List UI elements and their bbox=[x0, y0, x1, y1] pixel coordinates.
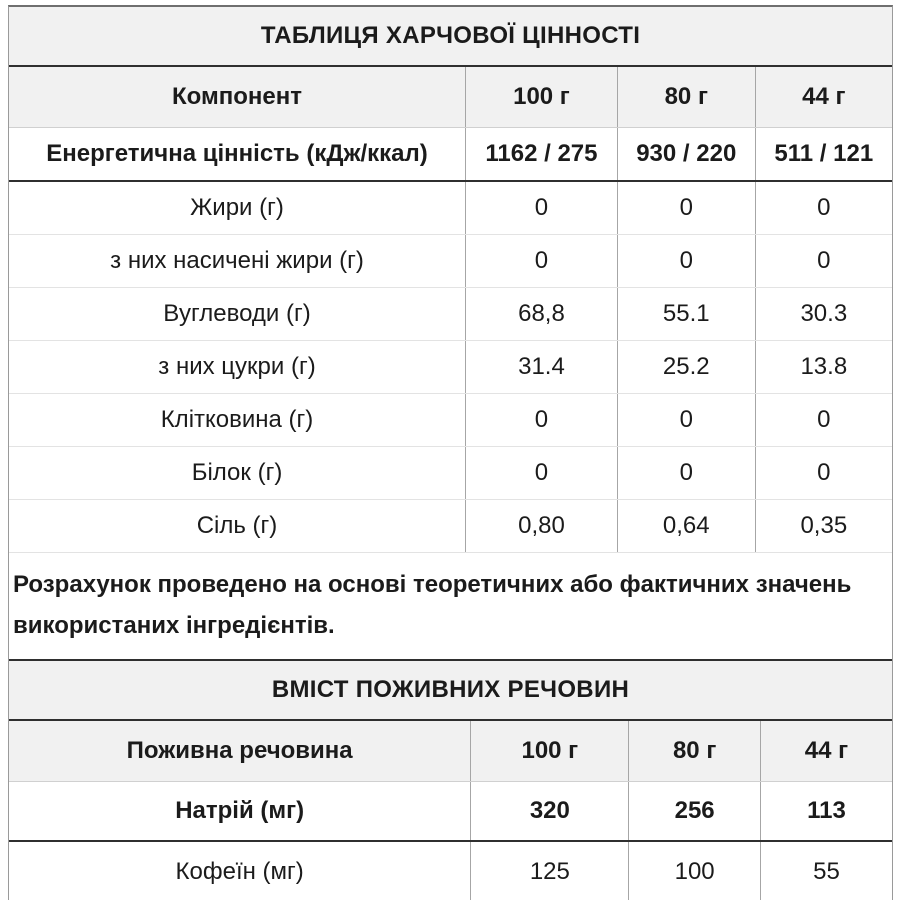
row-label: Натрій (мг) bbox=[9, 781, 471, 841]
cell-value: 0 bbox=[617, 394, 755, 447]
cell-value: 0,35 bbox=[755, 500, 892, 553]
column-header-80g: 80 г bbox=[629, 720, 761, 782]
table-row-sugars bbox=[9, 341, 892, 394]
cell-value: 0 bbox=[617, 447, 755, 500]
cell-value: 0 bbox=[466, 235, 618, 288]
table-title-row bbox=[9, 7, 892, 66]
column-header-row bbox=[9, 720, 892, 782]
nutrition-table-title: ТАБЛИЦЯ ХАРЧОВОЇ ЦІННОСТІ bbox=[9, 7, 892, 66]
cell-value: 0 bbox=[617, 181, 755, 235]
table-row-fiber bbox=[9, 394, 892, 447]
row-label: з них насичені жири (г) bbox=[9, 235, 466, 288]
cell-value: 25.2 bbox=[617, 341, 755, 394]
nutrient-content-table bbox=[9, 661, 892, 900]
column-header-44g: 44 г bbox=[760, 720, 892, 782]
nutrition-value-table bbox=[9, 7, 892, 661]
column-header-44g: 44 г bbox=[755, 66, 892, 128]
column-header-component: Компонент bbox=[9, 66, 466, 128]
cell-value: 0 bbox=[755, 394, 892, 447]
table-title-row bbox=[9, 661, 892, 720]
cell-value: 0 bbox=[755, 235, 892, 288]
cell-value: 0 bbox=[755, 447, 892, 500]
row-label: з них цукри (г) bbox=[9, 341, 466, 394]
cell-value: 511 / 121 bbox=[755, 128, 892, 182]
table-row-protein bbox=[9, 447, 892, 500]
cell-value: 256 bbox=[629, 781, 761, 841]
table-row-salt bbox=[9, 500, 892, 553]
cell-value: 100 bbox=[629, 841, 761, 900]
table-row-sodium bbox=[9, 781, 892, 841]
calculation-note: Розрахунок проведено на основі теоретичних або фактичних значень використаних інгредієнтів. bbox=[9, 553, 892, 660]
cell-value: 55 bbox=[760, 841, 892, 900]
column-header-nutrient: Поживна речовина bbox=[9, 720, 471, 782]
column-header-100g: 100 г bbox=[471, 720, 629, 782]
cell-value: 0 bbox=[466, 394, 618, 447]
cell-value: 0 bbox=[466, 181, 618, 235]
table-row-fat bbox=[9, 181, 892, 235]
table-row-carbohydrates bbox=[9, 288, 892, 341]
table-row-energy bbox=[9, 128, 892, 182]
table-row-caffeine bbox=[9, 841, 892, 900]
row-label: Вуглеводи (г) bbox=[9, 288, 466, 341]
row-label: Енергетична цінність (кДж/ккал) bbox=[9, 128, 466, 182]
cell-value: 55.1 bbox=[617, 288, 755, 341]
cell-value: 930 / 220 bbox=[617, 128, 755, 182]
column-header-80g: 80 г bbox=[617, 66, 755, 128]
cell-value: 125 bbox=[471, 841, 629, 900]
nutrition-facts-sheet bbox=[8, 5, 893, 900]
cell-value: 113 bbox=[760, 781, 892, 841]
cell-value: 30.3 bbox=[755, 288, 892, 341]
cell-value: 0,64 bbox=[617, 500, 755, 553]
cell-value: 0,80 bbox=[466, 500, 618, 553]
column-header-row bbox=[9, 66, 892, 128]
footnote-row bbox=[9, 553, 892, 660]
row-label: Кофеїн (мг) bbox=[9, 841, 471, 900]
cell-value: 13.8 bbox=[755, 341, 892, 394]
cell-value: 68,8 bbox=[466, 288, 618, 341]
cell-value: 0 bbox=[466, 447, 618, 500]
row-label: Білок (г) bbox=[9, 447, 466, 500]
row-label: Клітковина (г) bbox=[9, 394, 466, 447]
cell-value: 0 bbox=[617, 235, 755, 288]
column-header-100g: 100 г bbox=[466, 66, 618, 128]
nutrients-table-title: ВМІСТ ПОЖИВНИХ РЕЧОВИН bbox=[9, 661, 892, 720]
cell-value: 320 bbox=[471, 781, 629, 841]
cell-value: 31.4 bbox=[466, 341, 618, 394]
cell-value: 0 bbox=[755, 181, 892, 235]
cell-value: 1162 / 275 bbox=[466, 128, 618, 182]
row-label: Жири (г) bbox=[9, 181, 466, 235]
table-row-saturated-fat bbox=[9, 235, 892, 288]
row-label: Сіль (г) bbox=[9, 500, 466, 553]
